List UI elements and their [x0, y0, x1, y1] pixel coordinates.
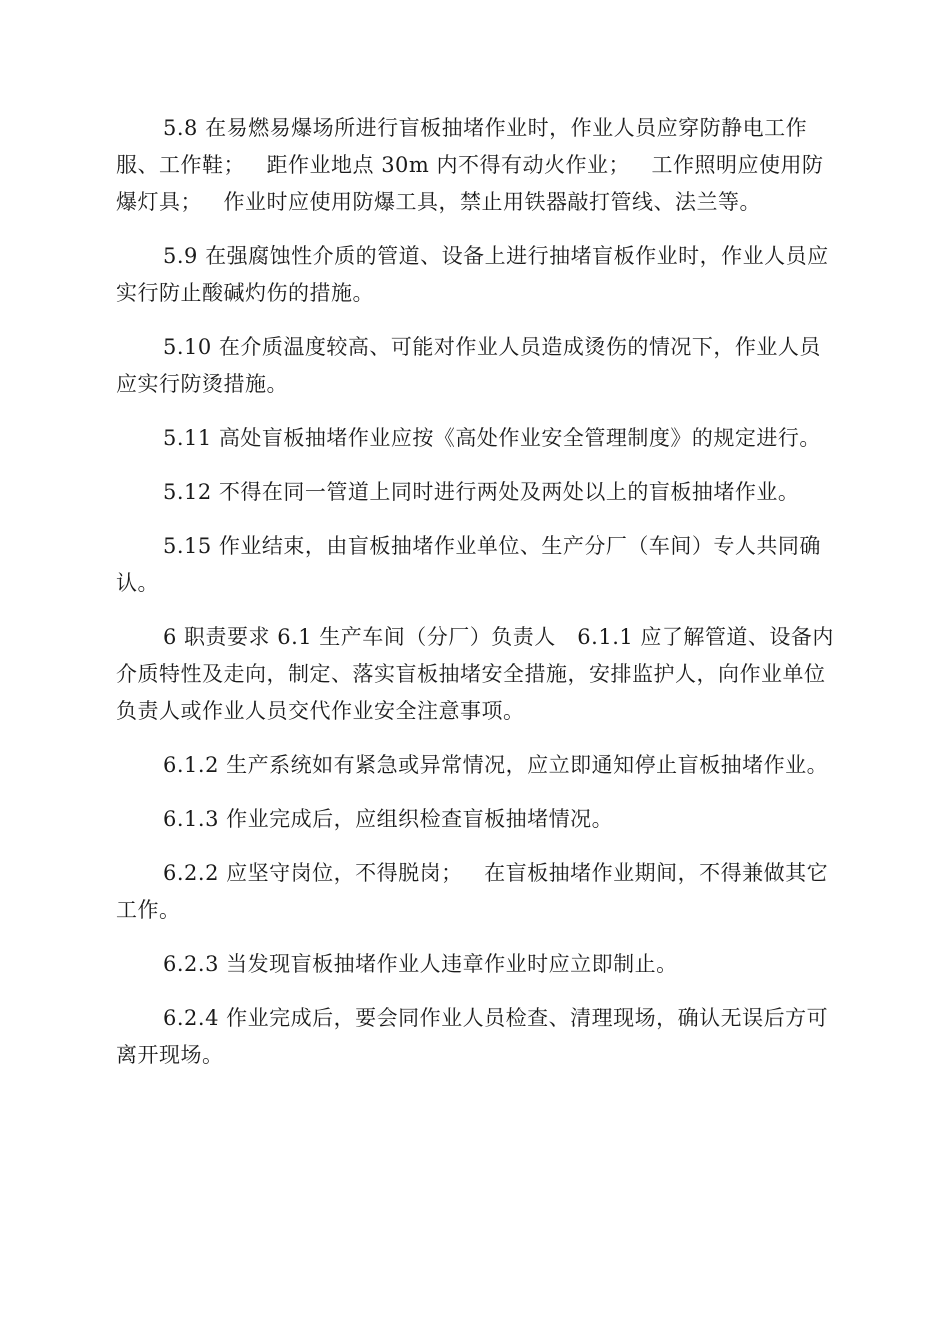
paragraph-6-1-1: 6 职责要求 6.1 生产车间（分厂）负责人 6.1.1 应了解管道、设备内介质特性及走向，制定、落实盲板抽堵安全措施，安排监护人，向作业单位负责人或作业人员交代作业安全注意事项。: [116, 625, 834, 723]
paragraph-5-12: 5.12 不得在同一管道上同时进行两处及两处以上的盲板抽堵作业。: [163, 480, 800, 504]
paragraph-5-8: 5.8 在易燃易爆场所进行盲板抽堵作业时，作业人员应穿防静电工作服、工作鞋； 距作业地点 30m 内不得有动火作业； 工作照明应使用防爆灯具； 作业时应使用防爆工具，禁止用铁器敲打管线、法兰等。: [116, 116, 824, 214]
paragraph-6-2-4: 6.2.4 作业完成后，要会同作业人员检查、清理现场，确认无误后方可离开现场。: [116, 1006, 829, 1067]
document-body: [116, 110, 836, 1091]
paragraph-5-9: 5.9 在强腐蚀性介质的管道、设备上进行抽堵盲板作业时，作业人员应实行防止酸碱灼伤的措施。: [116, 244, 829, 305]
paragraph-5-11: 5.11 高处盲板抽堵作业应按《高处作业安全管理制度》的规定进行。: [163, 426, 821, 450]
paragraph-6-2-3: 6.2.3 当发现盲板抽堵作业人违章作业时应立即制止。: [163, 952, 678, 976]
paragraph-6-2-2: 6.2.2 应坚守岗位，不得脱岗； 在盲板抽堵作业期间，不得兼做其它工作。: [116, 861, 829, 922]
paragraph-5-15: 5.15 作业结束，由盲板抽堵作业单位、生产分厂（车间）专人共同确认。: [116, 534, 821, 595]
paragraph-6-1-2: 6.1.2 生产系统如有紧急或异常情况，应立即通知停止盲板抽堵作业。: [163, 753, 829, 777]
paragraph-5-10: 5.10 在介质温度较高、可能对作业人员造成烫伤的情况下，作业人员应实行防烫措施。: [116, 335, 821, 396]
paragraph-6-1-3: 6.1.3 作业完成后，应组织检查盲板抽堵情况。: [163, 807, 614, 831]
